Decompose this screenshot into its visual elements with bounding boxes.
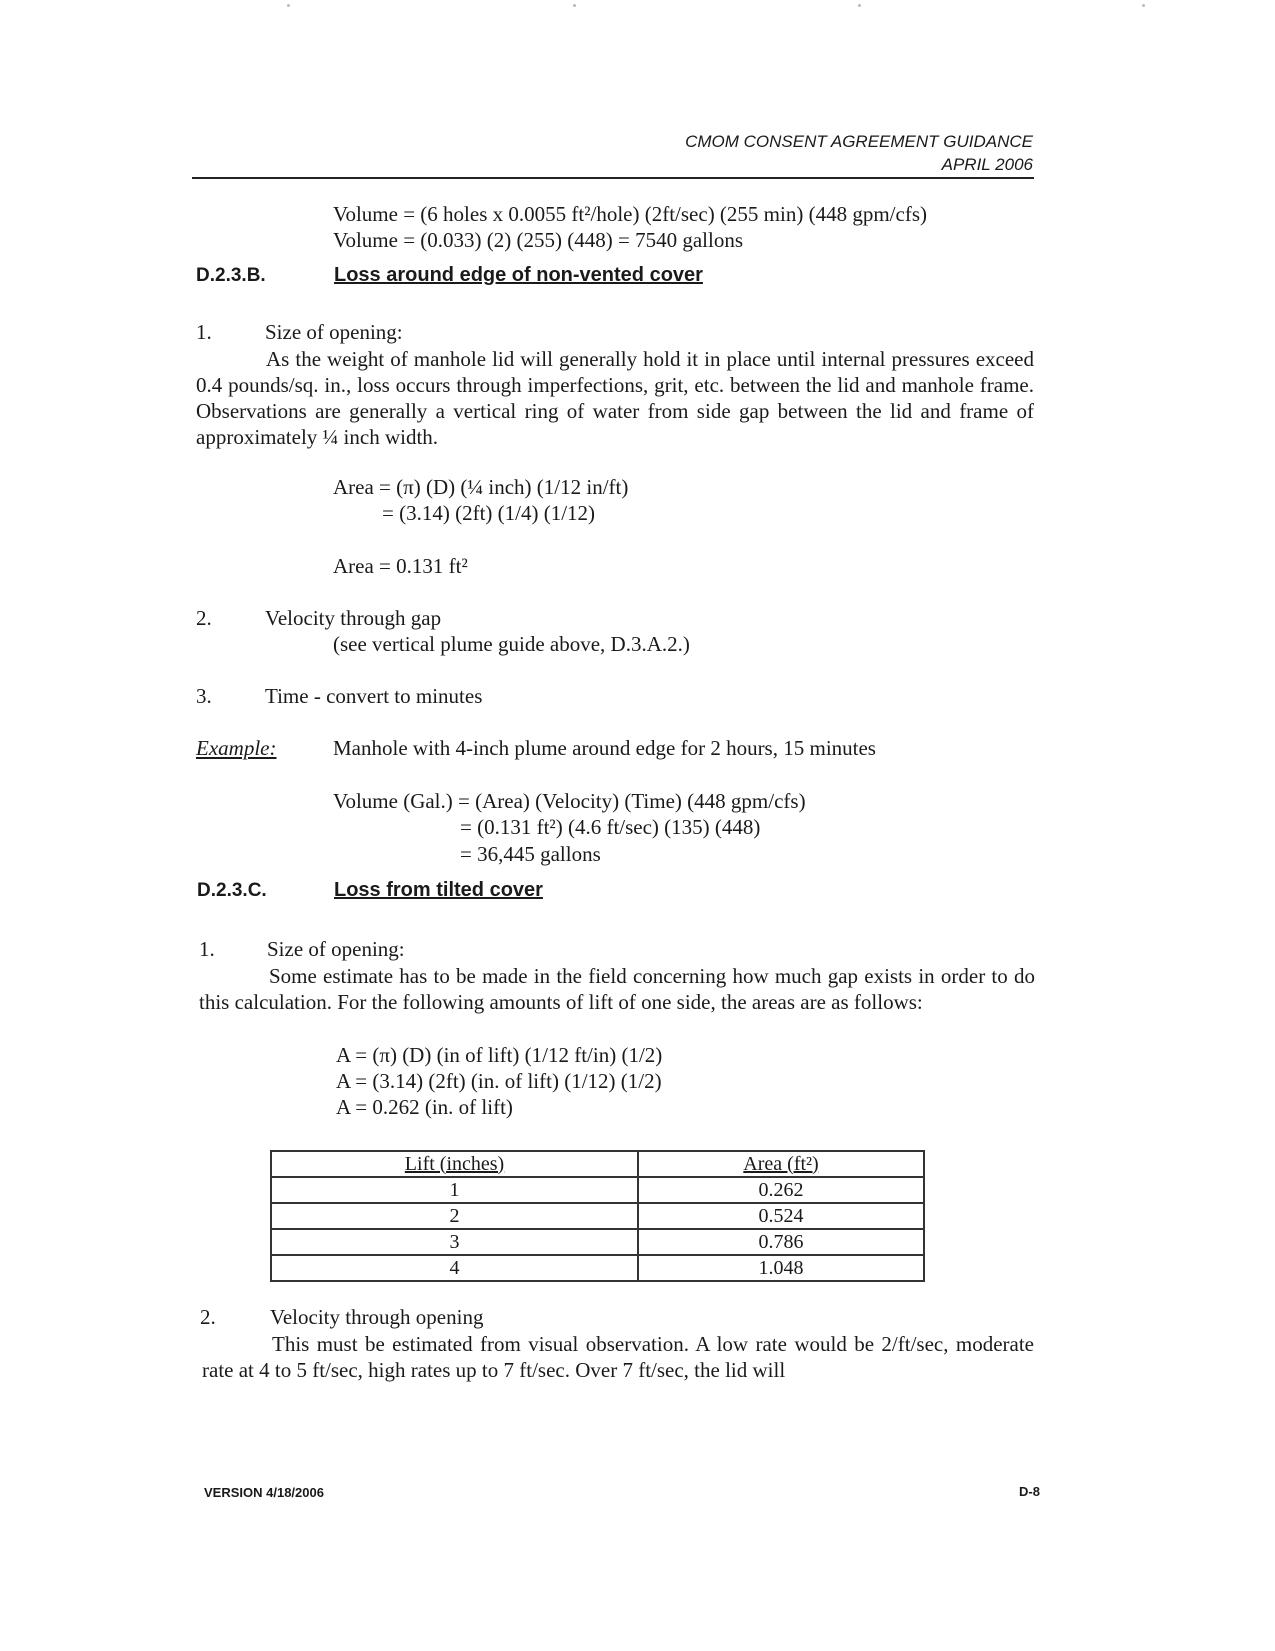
example-label: Example: <box>196 736 277 760</box>
table-cell: 1.048 <box>638 1255 924 1281</box>
item-number: 2. <box>200 1305 216 1329</box>
item-note: (see vertical plume guide above, D.3.A.2.) <box>333 632 690 656</box>
lift-area-table <box>270 1150 925 1282</box>
table-row <box>271 1255 924 1281</box>
footer-page-number: D-8 <box>1019 1484 1040 1499</box>
scan-speck <box>1142 4 1145 7</box>
table-cell: 0.786 <box>638 1229 924 1255</box>
table-cell: 0.524 <box>638 1203 924 1229</box>
paragraph <box>202 1331 1034 1383</box>
volume-gal-equation-1: Volume (Gal.) = (Area) (Velocity) (Time) (448 gpm/cfs) <box>333 789 806 813</box>
table-cell: 0.262 <box>638 1177 924 1203</box>
item-title: Time - convert to minutes <box>265 684 483 708</box>
header-rule <box>192 177 1034 179</box>
table-cell: 1 <box>271 1177 638 1203</box>
table-cell: 3 <box>271 1229 638 1255</box>
section-title: Loss around edge of non-vented cover <box>334 264 703 286</box>
item-title: Size of opening: <box>265 320 403 344</box>
table-row <box>271 1229 924 1255</box>
table-cell: 2 <box>271 1203 638 1229</box>
scan-speck <box>858 4 861 7</box>
example-text: Manhole with 4-inch plume around edge for 2 hours, 15 minutes <box>333 736 876 760</box>
paragraph <box>196 346 1034 450</box>
item-title: Velocity through opening <box>270 1305 484 1329</box>
area-result: Area = 0.131 ft² <box>333 554 468 578</box>
paragraph-text: This must be estimated from visual observation. A low rate would be 2/ft/sec, moderate rate at 4 to 5 ft/sec, high rates up to 7 ft/sec. Over 7 ft/sec, the lid will <box>202 1332 1034 1382</box>
column-header-area: Area (ft²) <box>638 1151 924 1177</box>
section-number: D.2.3.C. <box>197 880 267 901</box>
area-equation-1: Area = (π) (D) (¼ inch) (1/12 in/ft) <box>333 475 629 499</box>
item-title: Size of opening: <box>267 937 405 961</box>
footer-version: VERSION 4/18/2006 <box>204 1485 324 1500</box>
volume-gal-equation-2: = (0.131 ft²) (4.6 ft/sec) (135) (448) <box>460 815 761 839</box>
item-number: 1. <box>199 937 215 961</box>
lift-area-equation-3: A = 0.262 (in. of lift) <box>336 1095 513 1119</box>
table-row <box>271 1203 924 1229</box>
paragraph <box>199 963 1035 1015</box>
item-number: 3. <box>196 684 212 708</box>
item-number: 2. <box>196 606 212 630</box>
volume-gal-equation-3: = 36,445 gallons <box>460 842 601 866</box>
table-cell: 4 <box>271 1255 638 1281</box>
scan-speck <box>573 4 576 7</box>
scan-speck <box>287 4 290 7</box>
area-equation-2: = (3.14) (2ft) (1/4) (1/12) <box>382 501 596 525</box>
section-number: D.2.3.B. <box>196 265 266 286</box>
item-number: 1. <box>196 320 212 344</box>
item-title: Velocity through gap <box>265 606 442 630</box>
volume-equation-2: Volume = (0.033) (2) (255) (448) = 7540 gallons <box>333 228 743 252</box>
column-header-lift: Lift (inches) <box>271 1151 638 1177</box>
volume-equation-1: Volume = (6 holes x 0.0055 ft²/hole) (2ft/sec) (255 min) (448 gpm/cfs) <box>333 202 927 226</box>
paragraph-text: As the weight of manhole lid will generally hold it in place until internal pressures exceed 0.4 pounds/sq. in., loss occurs through imperfections, grit, etc. between the lid and manhole frame. Observations are generally a vertical ring of water from side gap between the lid and frame of approximately ¼ inch width. <box>196 347 1034 449</box>
section-title: Loss from tilted cover <box>334 879 543 901</box>
table-row <box>271 1177 924 1203</box>
header-title: CMOM CONSENT AGREEMENT GUIDANCE <box>685 132 1033 151</box>
header-date: APRIL 2006 <box>941 155 1033 174</box>
table-header-row <box>271 1151 924 1177</box>
lift-area-equation-2: A = (3.14) (2ft) (in. of lift) (1/12) (1/2) <box>336 1069 662 1093</box>
paragraph-text: Some estimate has to be made in the field concerning how much gap exists in order to do this calculation. For the following amounts of lift of one side, the areas are as follows: <box>199 964 1035 1014</box>
lift-area-equation-1: A = (π) (D) (in of lift) (1/12 ft/in) (1/2) <box>336 1043 663 1067</box>
